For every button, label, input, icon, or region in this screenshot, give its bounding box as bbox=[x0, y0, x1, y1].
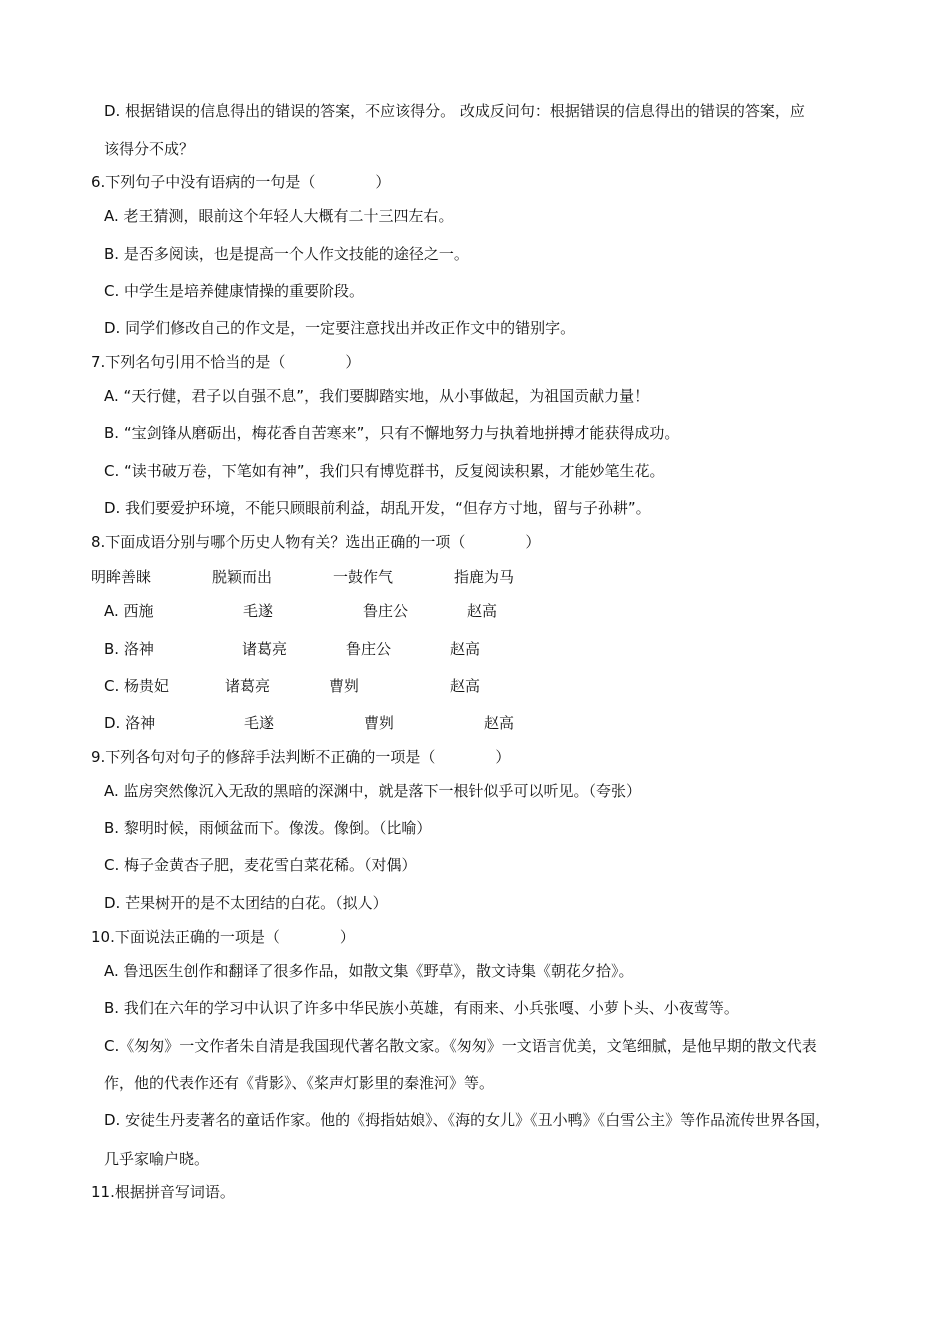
q10-option-a: A. 鲁迅医生创作和翻译了很多作品，如散文集《野草》，散文诗集《朝花夕拾》。 bbox=[104, 962, 634, 980]
q8-option-b-label: B. 洛神 bbox=[104, 640, 154, 658]
question-8-stem: 8.下面成语分别与哪个历史人物有关？选出正确的一项（ ） bbox=[91, 533, 541, 551]
q6-option-a: A. 老王猜测，眼前这个年轻人大概有二十三四左右。 bbox=[104, 207, 454, 225]
q9-option-b: B. 黎明时候，雨倾盆而下。像泼。像倒。（比喻） bbox=[104, 819, 432, 837]
q8-option-c-label: C. 杨贵妃 bbox=[104, 677, 170, 695]
q10-option-c-line2: 作，他的代表作还有《背影》、《桨声灯影里的秦淮河》等。 bbox=[104, 1074, 495, 1092]
question-7-stem: 7.下列名句引用不恰当的是（ ） bbox=[91, 353, 361, 371]
q8-option-c-c2: 诸葛亮 bbox=[225, 677, 271, 695]
q8-option-d-c3: 曹刿 bbox=[364, 714, 395, 732]
q10-option-b: B. 我们在六年的学习中认识了许多中华民族小英雄，有雨来、小兵张嘎、小萝卜头、小夜莺等。 bbox=[104, 999, 739, 1017]
q6-option-c: C. 中学生是培养健康情操的重要阶段。 bbox=[104, 282, 365, 300]
q5-option-d-line1: D. 根据错误的信息得出的错误的答案，不应该得分。 改成反问句：根据错误的信息得出的错误的答案，应 bbox=[104, 102, 805, 120]
q8-option-b-c4: 赵高 bbox=[450, 640, 481, 658]
q9-option-d: D. 芒果树开的是不太团结的白花。（拟人） bbox=[104, 894, 388, 912]
q7-option-d: D. 我们要爱护环境，不能只顾眼前利益，胡乱开发，“但存方寸地，留与子孙耕”。 bbox=[104, 499, 651, 517]
question-11-stem: 11.根据拼音写词语。 bbox=[91, 1183, 235, 1201]
q8-idiom-4: 指鹿为马 bbox=[454, 568, 515, 586]
q9-option-a: A. 监房突然像沉入无敌的黑暗的深渊中，就是落下一根针似乎可以听见。（夸张） bbox=[104, 782, 642, 800]
q8-idiom-2: 脱颖而出 bbox=[212, 568, 273, 586]
q8-idiom-1: 明眸善睐 bbox=[91, 568, 152, 586]
q8-option-d-label: D. 洛神 bbox=[104, 714, 156, 732]
q8-option-a-c2: 毛遂 bbox=[243, 602, 274, 620]
q8-option-b-c3: 鲁庄公 bbox=[346, 640, 392, 658]
q8-option-b-c2: 诸葛亮 bbox=[242, 640, 288, 658]
q10-option-c-line1: C.《匆匆》一文作者朱自清是我国现代著名散文家。《匆匆》一文语言优美，文笔细腻，是他早期的散文代表 bbox=[104, 1037, 817, 1055]
q10-option-d-line2: 几乎家喻户晓。 bbox=[104, 1150, 210, 1168]
question-9-stem: 9.下列各句对句子的修辞手法判断不正确的一项是（ ） bbox=[91, 748, 511, 766]
question-6-stem: 6.下列句子中没有语病的一句是（ ） bbox=[91, 173, 391, 191]
q10-option-d-line1: D. 安徒生丹麦著名的童话作家。他的《拇指姑娘》、《海的女儿》《丑小鸭》《白雪公主》等作品流传世界各国， bbox=[104, 1111, 831, 1129]
q5-option-d-line2: 该得分不成？ bbox=[104, 140, 195, 158]
q7-option-b: B. “宝剑锋从磨砺出，梅花香自苦寒来”，只有不懈地努力与执着地拼搏才能获得成功。 bbox=[104, 424, 680, 442]
q8-option-a-c3: 鲁庄公 bbox=[363, 602, 409, 620]
q7-option-c: C. “读书破万卷，下笔如有神”，我们只有博览群书，反复阅读积累，才能妙笔生花。 bbox=[104, 462, 665, 480]
q8-idiom-3: 一鼓作气 bbox=[333, 568, 394, 586]
q8-option-a-c4: 赵高 bbox=[467, 602, 498, 620]
q6-option-b: B. 是否多阅读，也是提高一个人作文技能的途径之一。 bbox=[104, 245, 469, 263]
q8-option-d-c2: 毛遂 bbox=[244, 714, 275, 732]
q8-option-d-c4: 赵高 bbox=[484, 714, 515, 732]
question-10-stem: 10.下面说法正确的一项是（ ） bbox=[91, 928, 355, 946]
q9-option-c: C. 梅子金黄杏子肥，麦花雪白菜花稀。（对偶） bbox=[104, 856, 417, 874]
q6-option-d: D. 同学们修改自己的作文是，一定要注意找出并改正作文中的错别字。 bbox=[104, 319, 576, 337]
q8-option-c-c3: 曹刿 bbox=[329, 677, 360, 695]
q8-option-a-label: A. 西施 bbox=[104, 602, 154, 620]
q7-option-a: A. “天行健，君子以自强不息”，我们要脚踏实地，从小事做起，为祖国贡献力量！ bbox=[104, 387, 650, 405]
q8-option-c-c4: 赵高 bbox=[450, 677, 481, 695]
